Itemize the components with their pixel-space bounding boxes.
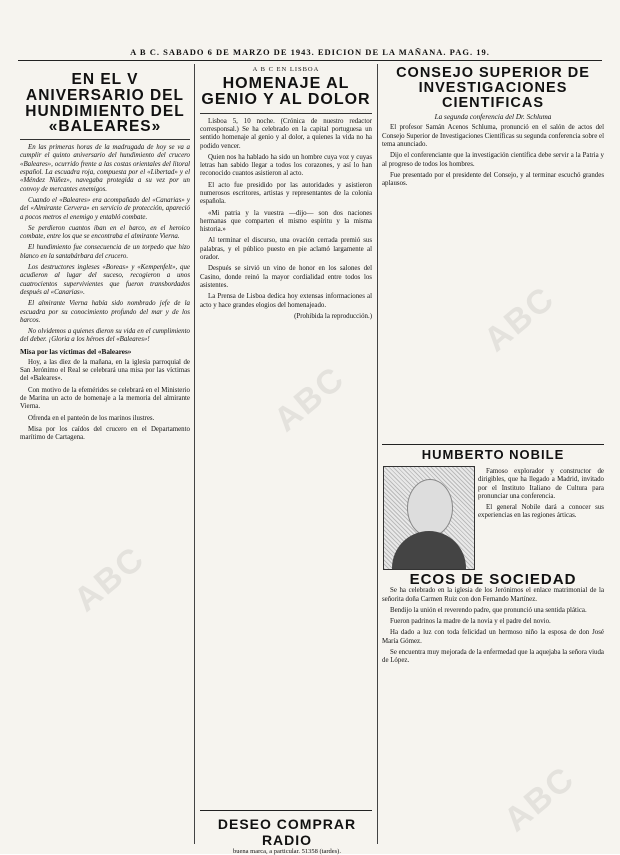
left-paragraph: Cuando el «Baleares» era acompañado del «Canarias» y del «Almirante Cervera» en servicio de protección, apareció a pocos metros el enemigo y entabló combate. [20,196,190,221]
society-paragraph: Se encuentra muy mejorada de la enfermedad que la aquejaba la señora viuda de López. [382,649,604,665]
left-note: Hoy, a las diez de la mañana, en la iglesia parroquial de San Jerónimo el Real se celebrará una misa por las víctimas del «Baleares». [20,358,190,383]
middle-paragraph: «Mi patria y la vuestra —dijo— son dos naciones hermanas que comparten el mismo espíritu y la misma historia.» [200,209,372,234]
middle-paragraph: Lisboa 5, 10 noche. (Crónica de nuestro redactor corresponsal.) Se ha celebrado en la capital portuguesa un sentido homenaje al genio y al dolor, a quienes la vida no ha podido vencer. [200,117,372,150]
middle-paragraph: Al terminar el discurso, una ovación cerrada premió sus palabras, y el público puesto en pie aclamó largamente al orador. [200,237,372,262]
nobile-paragraph: Famoso explorador y constructor de dirigibles, que ha llegado a Madrid, invitado por el Instituto Italiano de Cultura para pronunciar una conferencia. [478,468,604,500]
nobile-title-area [382,448,604,466]
ad-text: buena marca, a particular. 51358 (tardes). [233,848,341,855]
ad-rule [200,810,372,811]
left-paragraph: Los destructores ingleses «Boreas» y «Kempenfelt», que acudieron al lugar del suceso, recogieron a unos cuatrocientos supervivientes que fueron transbordados después al «Canarias». [20,264,190,296]
society-paragraph: Se ha celebrado en la iglesia de los Jerónimos el enlace matrimonial de la señorita doña Carmen Ruiz con don Fernando Martínez. [382,587,604,603]
page-header: A B C. SABADO 6 DE MARZO DE 1943. EDICION DE LA MAÑANA. PAG. 19. [130,47,490,57]
right-paragraph: Fue presentado por el presidente del Consejo, y al terminar escuchó grandes aplausos. [382,171,604,188]
watermark: ABC [496,758,583,840]
society-column [382,572,604,844]
left-paragraph: Se perdieron cuantos iban en el barco, en el heroico combate, entre los que se encontraba el almirante Vierna. [20,224,190,241]
right-paragraph: Dijo el conferenciante que la investigación científica debe servir a la Patria y al progreso de todos los hombres. [382,152,604,168]
left-headline: EN EL V ANIVERSARIO DEL HUNDIMIENTO DEL «BALEARES» [25,72,185,136]
watermark: ABC [66,538,153,620]
nobile-headline: HUMBERTO NOBILE [421,448,565,462]
classified-ad [200,816,374,855]
left-headline-rule [20,139,190,140]
right-headline: CONSEJO SUPERIOR DE INVESTIGACIONES CIENTIFICAS [396,66,590,111]
nobile-rule [382,444,604,445]
left-column [20,72,190,844]
society-paragraph: Ha dado a luz con toda felicidad un hermoso niño la esposa de don José María Gómez. [382,629,604,645]
middle-column [200,64,372,809]
middle-kicker: A B C EN LISBOA [252,66,320,73]
column-divider-2 [377,64,378,844]
right-subtitle: La segunda conferencia del Dr. Schluma [434,113,552,122]
middle-headline-rule [200,113,372,114]
left-note: Misa por los caídos del crucero en el Departamento marítimo de Cartagena. [20,425,190,442]
middle-paragraph: El acto fue presidido por las autoridades y asistieron numerosos escritores, artistas y representantes de la colonia española. [200,181,372,206]
ad-title: DESEO COMPRAR RADIO [217,816,357,848]
portrait-body [392,531,466,569]
left-note: Ofrenda en el panteón de los marinos ilustres. [28,414,155,422]
society-headline: ECOS DE SOCIEDAD [409,572,577,588]
column-divider-1 [194,64,195,844]
portrait-face [407,479,453,537]
society-paragraph: Fueron padrinos la madre de la novia y el padre del novio. [390,618,551,626]
watermark: ABC [476,278,563,360]
left-paragraph: En las primeras horas de la madrugada de hoy se va a cumplir el quinto aniversario del hundimiento del crucero «Baleares», ocurrido frente a las costas orientales del litoral español. La escuadra roja, compuesta por el «Libertad» y el «Méndez Núñez», navegaba protegida a su vez por un convoy de mercantes enemigos. [20,144,190,193]
middle-paragraph: Después se sirvió un vino de honor en los salones del Casino, donde reinó la mayor cordialidad entre todos los asistentes. [200,265,372,289]
left-paragraph: El almirante Vierna había sido nombrado jefe de la escuadra por su conocimiento profundo del mar y de los barcos. [20,300,190,324]
nobile-paragraph: El general Nobile dará a conocer sus experiencias en las regiones árticas. [478,504,604,520]
watermark: ABC [266,358,353,440]
left-paragraph: El hundimiento fue consecuencia de un torpedo que hizo blanco en la santabárbara del crucero. [20,244,190,260]
left-note: Con motivo de la efemérides se celebrará en el Ministerio de Marina un acto de homenaje a la memoria del almirante Vierna. [20,386,190,411]
nobile-portrait [383,466,475,570]
right-top-column [382,66,604,440]
middle-headline: HOMENAJE AL GENIO Y AL DOLOR [201,75,371,109]
left-subhead: Misa por las víctimas del «Baleares» [20,347,132,356]
middle-paragraph: La Prensa de Lisboa dedica hoy extensas informaciones al acto y hace grandes elogios del homenajeado. [200,293,372,309]
right-paragraph: El profesor Samán Acenos Schluma, pronunció en el salón de actos del Consejo Superior de Investigaciones Científicas su segunda conferencia sobre el tema anunciado. [382,124,604,148]
middle-paragraph: Quien nos ha hablado ha sido un hombre cuya voz y cuyas letras han sabido llegar a todos los corazones, y así lo han reconocido cuantos asistieron al acto. [200,153,372,178]
left-paragraph: No olvidemos a quienes dieron su vida en el cumplimiento del deber. ¡Gloria a los héroes del «Baleares»! [20,328,190,344]
middle-signoff: (Prohibida la reproducción.) [294,312,372,320]
header-rule [18,60,602,61]
nobile-caption [478,468,604,568]
society-paragraph: Bendijo la unión el reverendo padre, que pronunció una sentida plática. [390,606,587,614]
